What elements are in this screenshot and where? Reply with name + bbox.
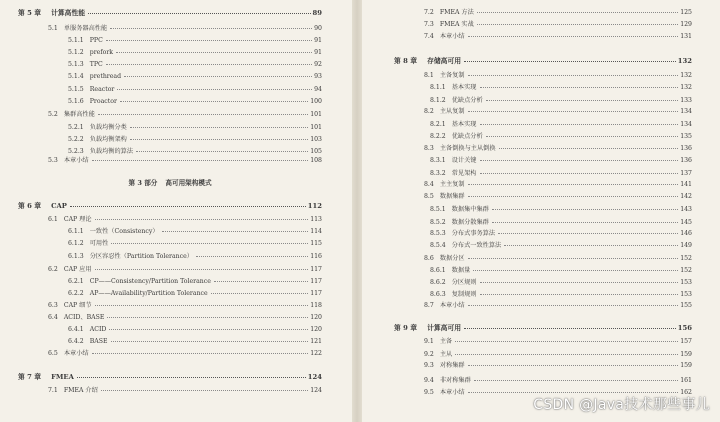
toc-page-number: 135 xyxy=(680,133,692,140)
toc-sub-row[interactable] xyxy=(430,217,692,228)
toc-number: 5.1.6 xyxy=(68,98,84,105)
toc-page-number: 136 xyxy=(680,145,692,152)
toc-number: 6.2.1 xyxy=(68,278,84,285)
toc-section-row[interactable] xyxy=(424,375,692,386)
dot-leader xyxy=(468,195,679,197)
toc-number: 第 7 章 xyxy=(18,373,42,381)
toc-sub-row[interactable] xyxy=(68,122,322,133)
toc-sub-row[interactable] xyxy=(68,71,322,82)
toc-sub-row[interactable] xyxy=(430,204,692,215)
toc-title: 分布式事务算法 xyxy=(451,230,496,237)
toc-title: 负载均衡架构 xyxy=(89,136,127,143)
dot-leader xyxy=(70,205,306,207)
toc-number: 6.4.1 xyxy=(68,326,84,333)
dot-leader xyxy=(480,172,679,174)
toc-title: FMEA 实战 xyxy=(439,21,474,28)
watermark-text: CSDN @Java技术那些事儿 xyxy=(533,397,710,413)
toc-title: Reactor xyxy=(89,86,115,93)
dot-leader xyxy=(109,328,308,330)
toc-number: 8.5.3 xyxy=(430,230,446,237)
dot-leader xyxy=(473,269,678,271)
toc-number: 8.1.1 xyxy=(430,84,446,91)
dot-leader xyxy=(468,304,679,306)
toc-title: 主备倒换与主从倒换 xyxy=(439,145,496,152)
toc-number: 5.2.1 xyxy=(68,124,84,131)
toc-title: CP——Consistency/Partition Tolerance xyxy=(89,278,211,285)
toc-number: 5.3 xyxy=(48,157,58,164)
dot-leader xyxy=(211,292,309,294)
toc-number: 8.4 xyxy=(424,181,434,188)
toc-number: 6.1.1 xyxy=(68,228,84,235)
toc-sub-row[interactable] xyxy=(68,288,322,299)
toc-number: 9.2 xyxy=(424,351,434,358)
toc-page-number: 114 xyxy=(310,228,322,235)
toc-number: 7.3 xyxy=(424,21,434,28)
toc-title: CAP xyxy=(51,202,67,210)
toc-section-row[interactable] xyxy=(424,106,692,117)
toc-page-number: 124 xyxy=(307,373,322,381)
toc-number: 8.1 xyxy=(424,72,434,79)
toc-sub-row[interactable] xyxy=(68,96,322,107)
toc-number: 9.3 xyxy=(424,362,434,369)
toc-title: 本章小结 xyxy=(63,157,89,164)
dot-leader xyxy=(106,63,312,65)
dot-leader xyxy=(111,242,308,244)
toc-part-row[interactable] xyxy=(18,178,322,189)
dot-leader xyxy=(130,138,308,140)
toc-title: FMEA 方法 xyxy=(439,9,474,16)
dot-leader xyxy=(464,327,676,329)
dot-leader xyxy=(468,257,679,259)
toc-title: 数据集中集群 xyxy=(451,206,489,213)
toc-number: 8.5.2 xyxy=(430,219,446,226)
dot-leader xyxy=(98,113,308,115)
toc-title: 对称集群 xyxy=(439,362,465,369)
toc-page-number: 117 xyxy=(310,290,322,297)
dot-leader xyxy=(95,304,309,306)
toc-number: 8.5 xyxy=(424,193,434,200)
toc-title: 负载均衡的算法 xyxy=(89,148,134,155)
toc-number: 8.5.1 xyxy=(430,206,446,213)
toc-number: 5.1 xyxy=(48,25,58,32)
toc-sub-row[interactable] xyxy=(68,251,322,262)
toc-section-row[interactable] xyxy=(424,300,692,311)
toc-page-number: 132 xyxy=(680,72,692,79)
dot-leader xyxy=(468,110,679,112)
toc-number: 5.1.2 xyxy=(68,49,84,56)
toc-sub-row[interactable] xyxy=(430,265,692,276)
toc-section-row[interactable] xyxy=(424,360,692,371)
toc-sub-row[interactable] xyxy=(68,276,322,287)
toc-number: 8.6.1 xyxy=(430,267,446,274)
toc-section-row[interactable] xyxy=(424,253,692,264)
toc-page-number: 153 xyxy=(680,291,692,298)
dot-leader xyxy=(480,86,679,88)
toc-number: 6.4 xyxy=(48,314,58,321)
toc-sub-row[interactable] xyxy=(68,226,322,237)
toc-number: 8.3.1 xyxy=(430,157,446,164)
dot-leader xyxy=(468,35,679,37)
dot-leader xyxy=(492,208,678,210)
dot-leader xyxy=(162,230,309,232)
dot-leader xyxy=(477,23,678,25)
toc-number: 6.1 xyxy=(48,216,58,223)
toc-number: 8.3.2 xyxy=(430,170,446,177)
toc-title: 基本实现 xyxy=(451,84,477,91)
toc-page-number: 117 xyxy=(310,266,322,273)
dot-leader xyxy=(464,60,676,62)
toc-page-number: 89 xyxy=(312,9,322,17)
toc-number: 8.6 xyxy=(424,255,434,262)
toc-page-number: 91 xyxy=(314,49,322,56)
toc-number: 8.6.3 xyxy=(430,291,446,298)
toc-title: 计算高可用 xyxy=(427,324,462,332)
toc-section-row[interactable] xyxy=(48,300,322,311)
toc-section-row[interactable] xyxy=(424,336,692,347)
toc-number: 5.1.4 xyxy=(68,73,84,80)
toc-title: FMEA 介绍 xyxy=(63,387,98,394)
dot-leader xyxy=(77,376,306,378)
toc-page-number: 159 xyxy=(680,351,692,358)
toc-title: 数据集群 xyxy=(439,193,465,200)
toc-page-number: 91 xyxy=(314,37,322,44)
toc-sub-row[interactable] xyxy=(430,168,692,179)
toc-title: 可用性 xyxy=(89,240,109,247)
dot-leader xyxy=(116,51,312,53)
toc-title: 主从 xyxy=(439,351,453,358)
toc-title: ACID xyxy=(89,326,107,333)
toc-title: 计算高性能 xyxy=(51,9,86,17)
toc-sub-row[interactable] xyxy=(430,119,692,130)
toc-sub-row[interactable] xyxy=(68,324,322,335)
toc-sub-row[interactable] xyxy=(430,131,692,142)
toc-title: 基本实现 xyxy=(451,121,477,128)
toc-title: 数据分区 xyxy=(439,255,465,262)
toc-title: 优缺点分析 xyxy=(451,133,483,140)
toc-number: 5.2.2 xyxy=(68,136,84,143)
toc-title: 主备复制 xyxy=(439,72,465,79)
toc-sub-row[interactable] xyxy=(430,277,692,288)
toc-page-number: 149 xyxy=(680,242,692,249)
toc-title: CAP 理论 xyxy=(63,216,92,223)
toc-title: CAP 细节 xyxy=(63,302,92,309)
dot-leader xyxy=(107,316,308,318)
dot-leader xyxy=(480,281,679,283)
toc-page-number: 115 xyxy=(310,240,322,247)
toc-title: BASE xyxy=(89,338,108,345)
toc-chapter-row[interactable] xyxy=(18,372,322,383)
dot-leader xyxy=(111,340,309,342)
toc-title: 负载均衡分类 xyxy=(89,124,127,131)
toc-title: ACID、BASE xyxy=(63,314,105,321)
toc-number: 第 9 章 xyxy=(394,324,418,332)
toc-page-number: 155 xyxy=(680,302,692,309)
toc-number: 6.2 xyxy=(48,266,58,273)
toc-section-row[interactable] xyxy=(48,264,322,275)
toc-page-number: 108 xyxy=(310,157,322,164)
toc-number: 8.6.2 xyxy=(430,279,446,286)
toc-number: 9.5 xyxy=(424,389,434,396)
toc-title: PPC xyxy=(89,37,103,44)
toc-title: 非对称集群 xyxy=(439,377,471,384)
toc-page-number: 159 xyxy=(680,362,692,369)
toc-title: 数据量 xyxy=(451,267,471,274)
toc-number: 6.1.3 xyxy=(68,253,84,260)
toc-number: 5.1.5 xyxy=(68,86,84,93)
toc-title: 主主复制 xyxy=(439,181,465,188)
toc-title: 复制规则 xyxy=(451,291,477,298)
toc-page-number: 117 xyxy=(310,278,322,285)
toc-title: FMEA xyxy=(51,373,74,381)
toc-page-number: 94 xyxy=(314,86,322,93)
toc-page-number: 101 xyxy=(310,111,322,118)
toc-number: 6.1.2 xyxy=(68,240,84,247)
toc-number: 6.2.2 xyxy=(68,290,84,297)
toc-title: 本章小结 xyxy=(439,389,465,396)
toc-title: 存储高可用 xyxy=(427,57,462,65)
toc-page-number: 137 xyxy=(680,170,692,177)
toc-page-number: 156 xyxy=(677,324,692,332)
toc-number: 8.2 xyxy=(424,108,434,115)
toc-title: 一致性（Consistency） xyxy=(89,228,159,235)
toc-sub-row[interactable] xyxy=(68,59,322,70)
toc-title: 设计关键 xyxy=(451,157,477,164)
toc-section-row[interactable] xyxy=(424,191,692,202)
toc-title: 分布式一致性算法 xyxy=(451,242,502,249)
dot-leader xyxy=(468,391,679,393)
toc-title: 分区容忍性（Partition Tolerance） xyxy=(89,253,193,260)
dot-leader xyxy=(499,147,679,149)
toc-page-number: 132 xyxy=(680,84,692,91)
toc-number: 8.3 xyxy=(424,145,434,152)
dot-leader xyxy=(95,268,309,270)
toc-title: 高可用架构模式 xyxy=(165,179,212,187)
toc-page-number: 152 xyxy=(680,255,692,262)
toc-page-number: 121 xyxy=(310,338,322,345)
toc-title: 单服务器高性能 xyxy=(63,25,108,32)
toc-section-row[interactable] xyxy=(424,179,692,190)
left-page xyxy=(0,0,352,422)
toc-section-row[interactable] xyxy=(48,348,322,359)
toc-chapter-row[interactable] xyxy=(18,8,322,19)
dot-leader xyxy=(124,75,312,77)
toc-page-number: 145 xyxy=(680,219,692,226)
toc-section-row[interactable] xyxy=(48,214,322,225)
dot-leader xyxy=(477,11,678,13)
dot-leader xyxy=(468,364,679,366)
dot-leader xyxy=(120,100,308,102)
toc-page-number: 100 xyxy=(310,98,322,105)
dot-leader xyxy=(95,218,309,220)
toc-section-row[interactable] xyxy=(424,70,692,81)
dot-leader xyxy=(88,12,310,14)
toc-page-number: 129 xyxy=(680,21,692,28)
toc-page-number: 132 xyxy=(677,57,692,65)
dot-leader xyxy=(110,27,312,29)
dot-leader xyxy=(468,74,679,76)
dot-leader xyxy=(130,126,308,128)
toc-number: 第 8 章 xyxy=(394,57,418,65)
toc-sub-row[interactable] xyxy=(430,228,692,239)
toc-number: 6.5 xyxy=(48,350,58,357)
toc-sub-row[interactable] xyxy=(68,84,322,95)
toc-page-number: 116 xyxy=(310,253,322,260)
toc-page-number: 120 xyxy=(310,326,322,333)
dot-leader xyxy=(92,159,309,161)
toc-title: TPC xyxy=(89,61,103,68)
toc-page-number: 112 xyxy=(307,202,322,210)
toc-section-row[interactable] xyxy=(48,155,322,166)
toc-page-number: 131 xyxy=(680,33,692,40)
toc-page-number: 143 xyxy=(680,206,692,213)
toc-sub-row[interactable] xyxy=(68,336,322,347)
dot-leader xyxy=(92,352,309,354)
toc-page-number: 90 xyxy=(314,25,322,32)
toc-chapter-row[interactable] xyxy=(18,201,322,212)
toc-page-number: 161 xyxy=(680,377,692,384)
toc-title: 本章小结 xyxy=(439,302,465,309)
toc-number: 第 3 部分 xyxy=(128,179,158,187)
toc-page-number: 92 xyxy=(314,61,322,68)
toc-section-row[interactable] xyxy=(48,23,322,34)
toc-sub-row[interactable] xyxy=(68,238,322,249)
toc-page-number: 136 xyxy=(680,157,692,164)
toc-title: 分区规则 xyxy=(451,279,477,286)
toc-page-number: 113 xyxy=(310,216,322,223)
toc-title: 主从复制 xyxy=(439,108,465,115)
toc-sub-row[interactable] xyxy=(430,155,692,166)
toc-title: 优缺点分析 xyxy=(451,97,483,104)
toc-number: 第 6 章 xyxy=(18,202,42,210)
dot-leader xyxy=(214,280,308,282)
toc-title: 本章小结 xyxy=(439,33,465,40)
dot-leader xyxy=(504,244,678,246)
toc-number: 7.4 xyxy=(424,33,434,40)
toc-number: 8.7 xyxy=(424,302,434,309)
toc-title: prethread xyxy=(89,73,122,80)
toc-title: 集群高性能 xyxy=(63,111,95,118)
toc-number: 9.4 xyxy=(424,377,434,384)
toc-chapter-row[interactable] xyxy=(394,56,692,67)
toc-section-row[interactable] xyxy=(48,312,322,323)
toc-page-number: 122 xyxy=(310,350,322,357)
toc-page-number: 125 xyxy=(680,9,692,16)
toc-page-number: 157 xyxy=(680,338,692,345)
toc-page-number: 152 xyxy=(680,267,692,274)
dot-leader xyxy=(474,379,678,381)
toc-title: 主备 xyxy=(439,338,453,345)
toc-number: 7.2 xyxy=(424,9,434,16)
dot-leader xyxy=(106,39,312,41)
toc-page-number: 134 xyxy=(680,108,692,115)
toc-page-number: 118 xyxy=(310,302,322,309)
toc-page-number: 103 xyxy=(310,136,322,143)
dot-leader xyxy=(101,389,308,391)
dot-leader xyxy=(117,88,312,90)
toc-title: Proactor xyxy=(89,98,117,105)
dot-leader xyxy=(480,123,679,125)
toc-title: AP——Availability/Partition Tolerance xyxy=(89,290,208,297)
dot-leader xyxy=(486,135,679,137)
toc-page-number: 120 xyxy=(310,314,322,321)
toc-section-row[interactable] xyxy=(424,349,692,360)
toc-sub-row[interactable] xyxy=(430,82,692,93)
toc-sub-row[interactable] xyxy=(68,35,322,46)
toc-title: prefork xyxy=(89,49,114,56)
toc-title: CAP 应用 xyxy=(63,266,92,273)
dot-leader xyxy=(455,340,678,342)
toc-number: 8.2.2 xyxy=(430,133,446,140)
toc-number: 8.2.1 xyxy=(430,121,446,128)
toc-number: 第 5 章 xyxy=(18,9,42,17)
toc-page-number: 162 xyxy=(680,389,692,396)
right-page xyxy=(362,0,720,422)
toc-page-number: 141 xyxy=(680,181,692,188)
toc-section-row[interactable] xyxy=(424,31,692,42)
toc-number: 9.1 xyxy=(424,338,434,345)
toc-number: 5.2 xyxy=(48,111,58,118)
toc-page-number: 134 xyxy=(680,121,692,128)
toc-page-number: 146 xyxy=(680,230,692,237)
toc-sub-row[interactable] xyxy=(430,240,692,251)
toc-page-number: 153 xyxy=(680,279,692,286)
toc-number: 5.2.3 xyxy=(68,148,84,155)
toc-sub-row[interactable] xyxy=(430,289,692,300)
toc-sub-row[interactable] xyxy=(68,47,322,58)
toc-section-row[interactable] xyxy=(48,109,322,120)
toc-number: 7.1 xyxy=(48,387,58,394)
toc-title: 常见架构 xyxy=(451,170,477,177)
toc-page-number: 142 xyxy=(680,193,692,200)
dot-leader xyxy=(492,221,678,223)
toc-page-number: 93 xyxy=(314,73,322,80)
toc-page-number: 133 xyxy=(680,97,692,104)
dot-leader xyxy=(136,150,308,152)
toc-sub-row[interactable] xyxy=(68,134,322,145)
dot-leader xyxy=(480,159,679,161)
dot-leader xyxy=(486,99,679,101)
toc-title: 数据分散集群 xyxy=(451,219,489,226)
toc-section-row[interactable] xyxy=(424,7,692,18)
dot-leader xyxy=(480,293,679,295)
toc-chapter-row[interactable] xyxy=(394,323,692,334)
toc-number: 5.1.3 xyxy=(68,61,84,68)
dot-leader xyxy=(455,353,678,355)
toc-sub-row[interactable] xyxy=(430,95,692,106)
toc-number: 5.1.1 xyxy=(68,37,84,44)
dot-leader xyxy=(196,255,308,257)
toc-section-row[interactable] xyxy=(424,143,692,154)
toc-page-number: 105 xyxy=(310,148,322,155)
toc-section-row[interactable] xyxy=(424,19,692,30)
toc-number: 6.4.2 xyxy=(68,338,84,345)
toc-page-number: 124 xyxy=(310,387,322,394)
toc-title: 本章小结 xyxy=(63,350,89,357)
dot-leader xyxy=(498,232,678,234)
toc-number: 8.5.4 xyxy=(430,242,446,249)
toc-number: 8.1.2 xyxy=(430,97,446,104)
toc-section-row[interactable] xyxy=(48,385,322,396)
dot-leader xyxy=(468,183,679,185)
toc-page-number: 101 xyxy=(310,124,322,131)
toc-number: 6.3 xyxy=(48,302,58,309)
book-gutter xyxy=(352,0,362,422)
